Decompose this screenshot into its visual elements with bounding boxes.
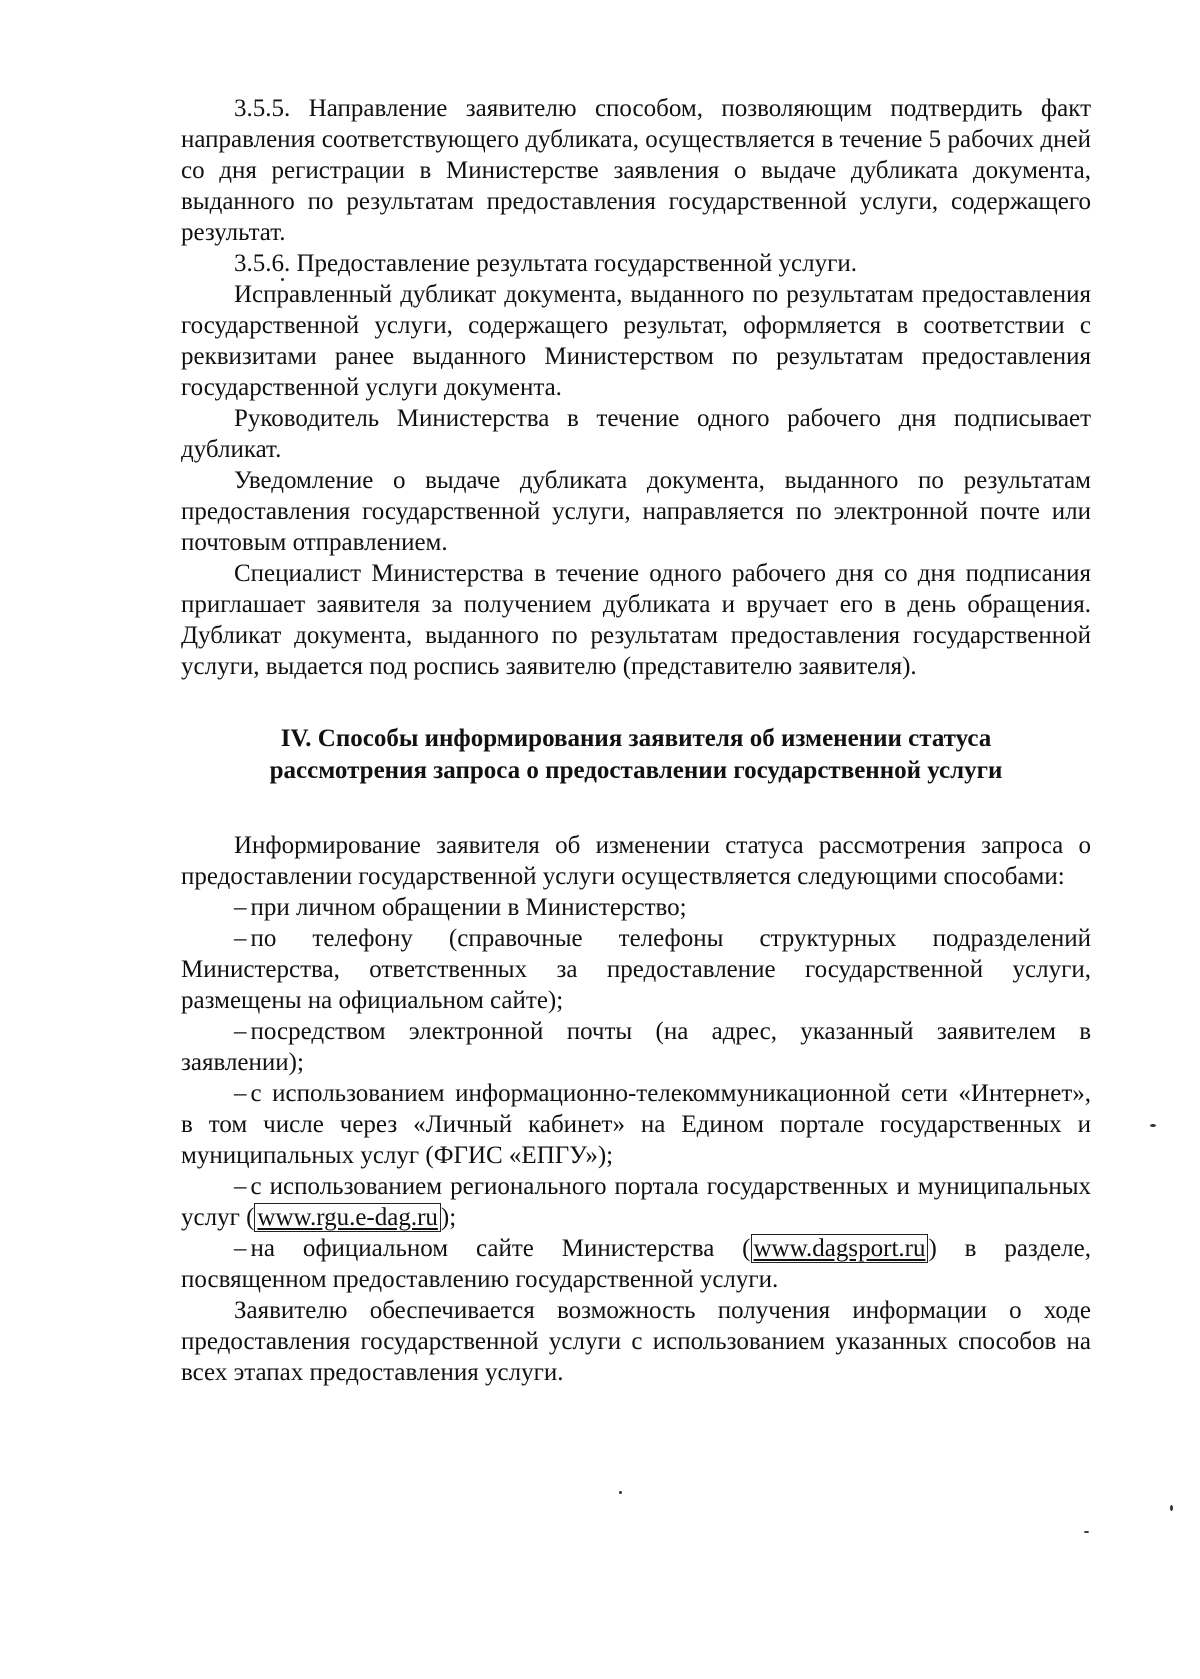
dash-marker: – (234, 1173, 247, 1200)
regional-portal-link[interactable]: www.rgu.e-dag.ru (254, 1203, 441, 1232)
document-body (181, 93, 1091, 1388)
dash-marker: – (234, 1080, 247, 1107)
paragraph-head-signs: Руководитель Министерства в течение одного рабочего дня подписывает дубликат. (181, 405, 1091, 463)
paragraph-closing: Заявителю обеспечивается возможность получения информации о ходе предоставления государственной услуги с использованием указанных способов на всех этапах предоставления услуги. (181, 1297, 1091, 1386)
paragraph-notification: Уведомление о выдаче дубликата документа, выданного по результатам предоставления государственной услуги, направляется по электронной почте или почтовым отправлением. (181, 467, 1091, 556)
list-item-text: с использованием информационно-телекоммуникационной сети «Интернет», в том числе через «Личный кабинет» на Едином портале государственных и муниципальных услуг (ФГИС «ЕПГУ»); (181, 1080, 1091, 1169)
paragraph-3-5-5: 3.5.5. Направление заявителю способом, позволяющим подтвердить факт направления соответствующего дубликата, осуществляется в течение 5 рабочих дней со дня регистрации в Министерстве заявления о выдаче дубликата документа, выданного по результатам предоставления государственной услуги, содержащего результат. (181, 95, 1091, 246)
list-item-text: посредством электронной почты (на адрес, указанный заявителем в заявлении); (181, 1018, 1091, 1076)
paragraph-3-5-6: 3.5.6. Предоставление результата государственной услуги. (234, 250, 857, 277)
list-item-text: при личном обращении в Министерство; (250, 894, 687, 921)
list-item-phone (181, 923, 1091, 1016)
list-item-official-site (181, 1233, 1091, 1295)
section-heading (181, 723, 1091, 787)
dash-marker: – (234, 1235, 247, 1262)
list-item-text-end: ) в разделе, посвященном предоставлению государственной услуги. (181, 1235, 1091, 1293)
scan-speck (619, 1491, 622, 1494)
scan-speck (1150, 1124, 1156, 1127)
section-heading-line-2: рассмотрения запроса о предоставлении государственной услуги (269, 757, 1003, 784)
list-item-text-end: ); (440, 1204, 457, 1231)
list-item-text: по телефону (справочные телефоны структурных подразделений Министерства, ответственных за предоставление государственной услуги, размещены на официальном сайте); (181, 925, 1091, 1014)
list-item-internet (181, 1078, 1091, 1171)
dash-marker: – (234, 894, 247, 921)
section-heading-line-1: IV. Способы информирования заявителя об изменении статуса (280, 725, 992, 752)
official-site-link[interactable]: www.dagsport.ru (751, 1234, 929, 1263)
dash-marker: – (234, 925, 247, 952)
paragraph-corrected-duplicate: Исправленный дубликат документа, выданного по результатам предоставления государственной услуги, содержащего результат, оформляется в соответствии с реквизитами ранее выданного Министерством по результатам предоставления государственной услуги документа. (181, 281, 1091, 401)
list-item-text: на официальном сайте Министерства ( (250, 1235, 751, 1262)
scan-speck (1084, 1531, 1089, 1533)
paragraph-specialist: Специалист Министерства в течение одного рабочего дня со дня подписания приглашает заявителя за получением дубликата и вручает его в день обращения. Дубликат документа, выданного по результатам предоставления государственной услуги, выдается под роспись заявителю (представителю заявителя). (181, 560, 1091, 680)
list-item-email (181, 1016, 1091, 1078)
paragraph-informing-intro: Информирование заявителя об изменении статуса рассмотрения запроса о предоставлении государственной услуги осуществляется следующими способами: (181, 832, 1091, 890)
scan-speck (1170, 1505, 1173, 1511)
list-item-personal-visit (181, 892, 1091, 923)
list-item-text: с использованием регионального портала государственных и муниципальных услуг ( (181, 1173, 1091, 1231)
scan-speck (281, 278, 284, 281)
dash-marker: – (234, 1018, 247, 1045)
list-item-regional-portal (181, 1171, 1091, 1233)
